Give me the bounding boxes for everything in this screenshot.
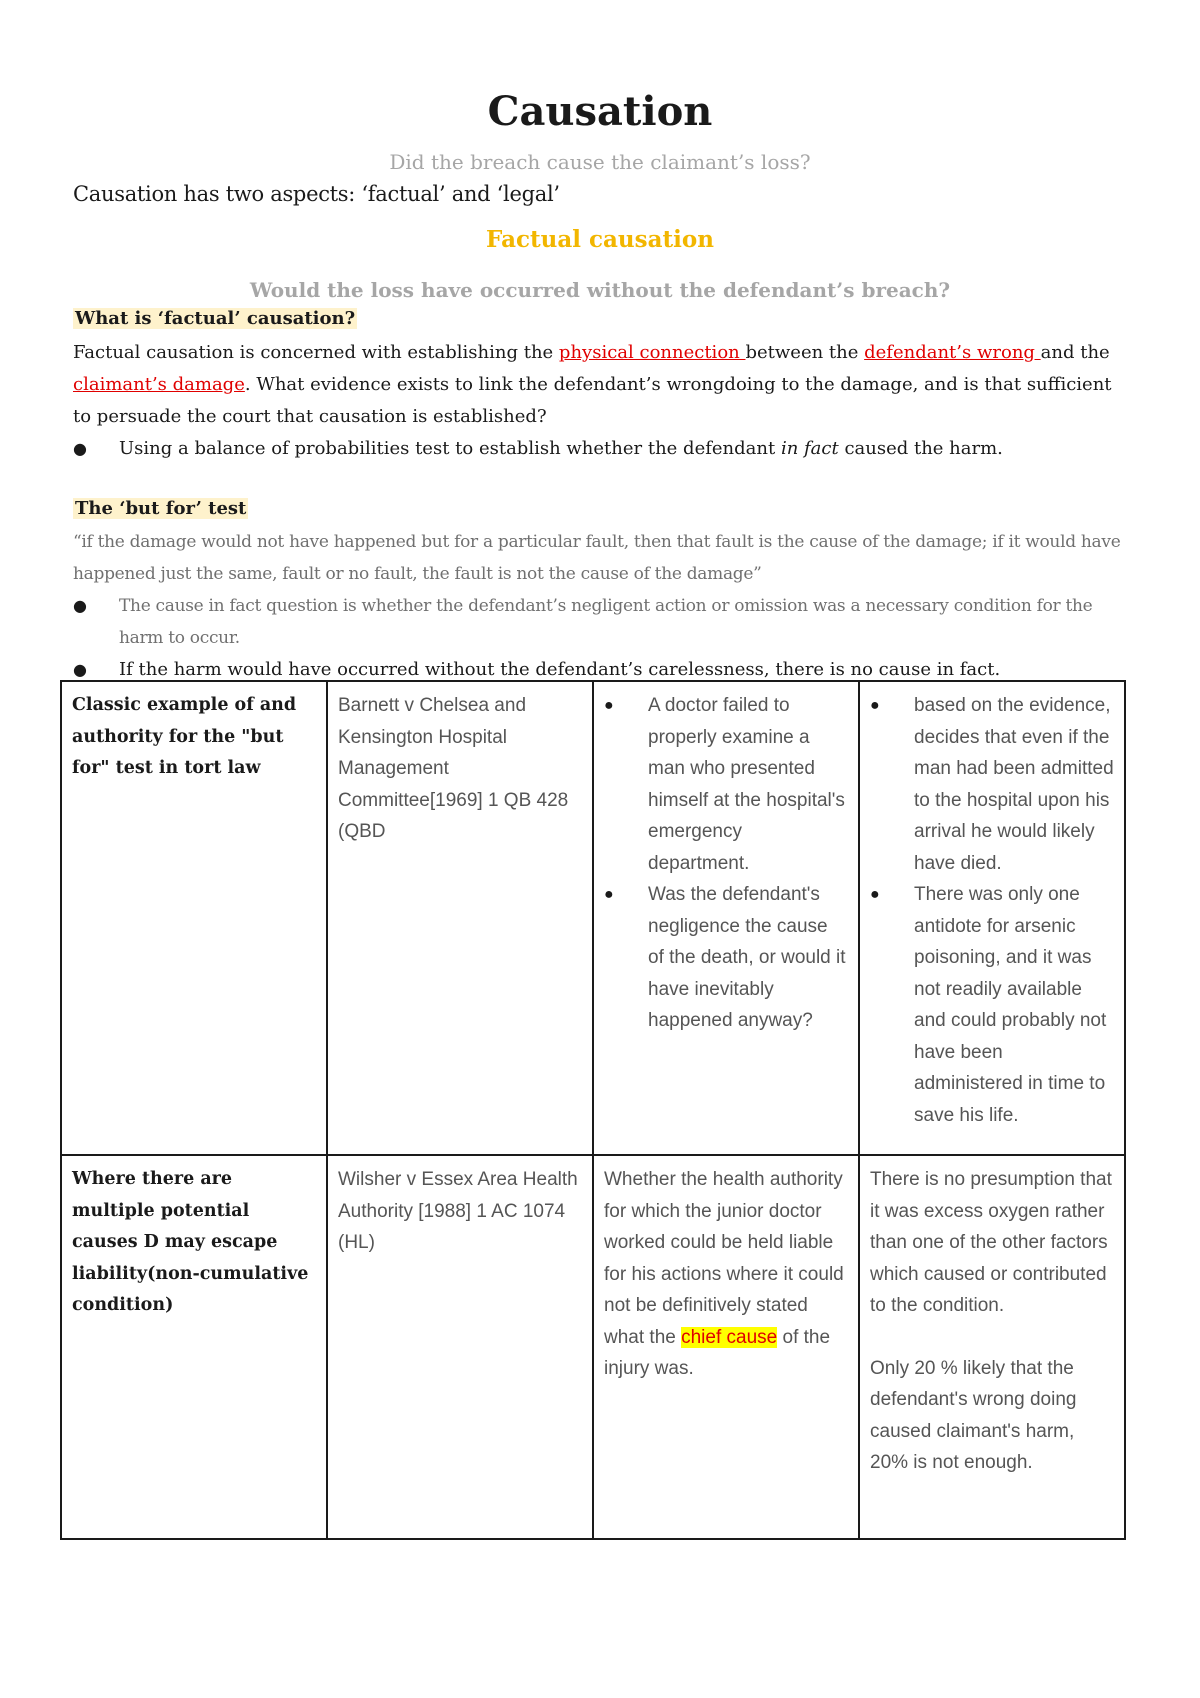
- list-item: [604, 879, 848, 1037]
- bullet-text-2: caused the harm.: [838, 438, 1003, 459]
- section-subheading-factual: Would the loss have occurred without the defendant’s breach?: [249, 278, 951, 302]
- bullet-icon: ●: [73, 439, 87, 458]
- what-is-factual-heading: What is ‘factual’ causation?: [75, 308, 356, 329]
- para-text-1: Factual causation is concerned with establishing the: [73, 342, 559, 363]
- bullet-icon: ●: [73, 596, 87, 615]
- list-item: [870, 879, 1114, 1131]
- row2-decision-p2: Only 20 % likely that the defendant's wrong doing caused claimant's harm, 20% is not enough.: [870, 1357, 1077, 1473]
- para-text-3: and the: [1040, 342, 1110, 363]
- bullet-icon: ●: [870, 886, 880, 903]
- row1-fact-1: A doctor failed to properly examine a man who presented himself at the hospital's emergency department.: [648, 695, 845, 874]
- row1-fact-2: Was the defendant's negligence the cause of the death, or would it have inevitably happened anyway?: [648, 884, 846, 1031]
- row2-decision-p1: There is no presumption that it was excess oxygen rather than one of the other factors which caused or contributed to the condition.: [870, 1169, 1112, 1316]
- but-for-bullet-1-text: The cause in fact question is whether the defendant’s negligent action or omission was a necessary condition for the harm to occur.: [119, 596, 1093, 648]
- row2-label: Where there are multiple potential causes D may escape liability(non-cumulative condition): [61, 1155, 327, 1539]
- but-for-heading: The ‘but for’ test: [75, 498, 247, 519]
- list-item: [604, 690, 848, 879]
- para-text-2: between the: [745, 342, 865, 363]
- bullet-icon: ●: [870, 697, 880, 714]
- factual-bullet: [73, 433, 1133, 465]
- link-physical-connection[interactable]: physical connection: [558, 342, 746, 363]
- row1-label: Classic example of and authority for the "but for" test in tort law: [61, 681, 327, 1155]
- bullet-icon: ●: [73, 660, 87, 679]
- row1-facts: [593, 681, 859, 1155]
- page-title: Causation: [487, 88, 713, 135]
- row2-facts-text-1: Whether the health authority for which the junior doctor worked could be held liable for his actions where it could not be definitively stated what the: [604, 1169, 844, 1348]
- bullet-italic: in fact: [780, 438, 839, 459]
- link-claimants-damage[interactable]: claimant’s damage: [73, 374, 245, 395]
- para-text-4: . What evidence exists to link the defendant’s wrongdoing to the damage, and is that sufficient to persuade the court that causation is established?: [73, 374, 1112, 427]
- row1-decision-1: based on the evidence, decides that even if the man had been admitted to the hospital upon his arrival he would likely have died.: [914, 695, 1114, 874]
- but-for-bullet-1: [73, 590, 1133, 654]
- row1-case: Barnett v Chelsea and Kensington Hospital Management Committee[1969] 1 QB 428 (QBD: [327, 681, 593, 1155]
- section-heading-factual: Factual causation: [486, 226, 714, 253]
- row1-decision: [859, 681, 1125, 1155]
- row2-decision: [859, 1155, 1125, 1539]
- but-for-bullet-2-text: If the harm would have occurred without the defendant’s carelessness, there is no cause in fact.: [119, 659, 1001, 680]
- highlight-chief-cause: chief cause: [681, 1326, 778, 1348]
- but-for-quote: “if the damage would not have happened but for a particular fault, then that fault is the cause of the damage; if it would have happened just the same, fault or no fault, the fault is not the cause of the damage”: [73, 532, 1121, 584]
- bullet-text-1: Using a balance of probabilities test to establish whether the defendant: [119, 438, 781, 459]
- table-row: [61, 1155, 1125, 1539]
- list-item: [870, 690, 1114, 879]
- page-subtitle: Did the breach cause the claimant’s loss?: [389, 150, 811, 174]
- bullet-icon: ●: [604, 886, 614, 903]
- bullet-icon: ●: [604, 697, 614, 714]
- paragraph-spacer: [870, 1322, 1114, 1353]
- factual-paragraph: [73, 337, 1123, 433]
- row1-decision-2: There was only one antidote for arsenic poisoning, and it was not readily available and could probably not have been administered in time to save his life.: [914, 884, 1107, 1126]
- row2-facts: [593, 1155, 859, 1539]
- row2-facts-text-2: of the injury was.: [604, 1326, 831, 1379]
- intro-line: Causation has two aspects: ‘factual’ and ‘legal’: [73, 182, 560, 206]
- table-row: [61, 681, 1125, 1155]
- case-table: [60, 680, 1126, 1540]
- row2-case: Wilsher v Essex Area Health Authority [1988] 1 AC 1074 (HL): [327, 1155, 593, 1539]
- link-defendants-wrong[interactable]: defendant’s wrong: [864, 342, 1041, 363]
